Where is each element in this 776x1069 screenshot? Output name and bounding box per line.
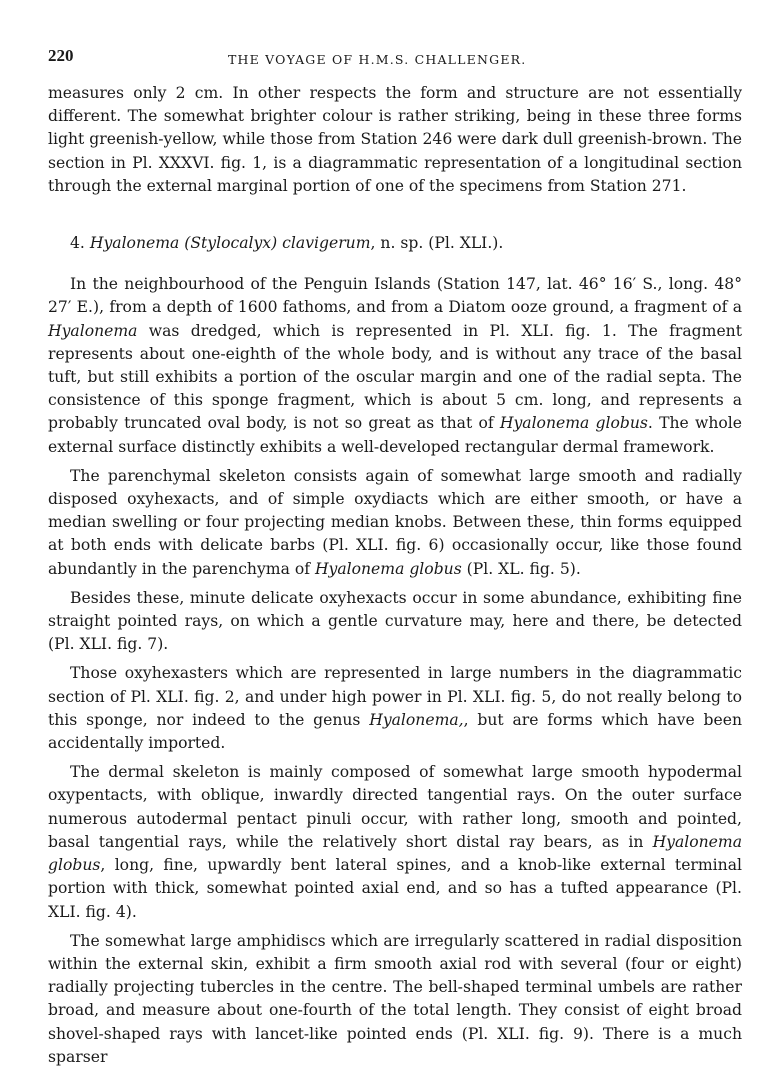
section-title: [48, 232, 742, 255]
paragraph-continuation: [48, 82, 742, 198]
paragraph-text: (Pl. XL. fig. 5).: [461, 559, 581, 578]
paragraph-6: [48, 930, 742, 1069]
paragraph-1: [48, 273, 742, 459]
paragraph-4: [48, 662, 742, 755]
paragraph-text: The parenchymal skeleton consists again of somewhat large smooth and radially disposed oxyhexacts, and of simple oxydiacts which are either smooth, or have a median swelling or four projecting median knobs. Between these, thin forms equipped at both ends with delicate barbs (Pl. XLI. fig. 6) occasionally occur, like those found abundantly in the parenchyma of: [48, 466, 742, 578]
paragraph-2: [48, 465, 742, 581]
paragraph-text: Those oxyhexasters which are represented in large numbers in the diagrammatic section of Pl. XLI. fig. 2, and under high power in Pl. XLI. fig. 5, do not really belong to this sponge, nor indeed to the genus: [48, 664, 742, 729]
paragraph-text: In the neighbourhood of the Penguin Islands (Station 147, lat. 46° 16′ S., long. 48° 27′ E.), from a depth of 1600 fathoms, and from a Diatom ooze ground, a fragment of a: [48, 275, 742, 317]
page-header: [48, 40, 742, 70]
page-body: [48, 82, 742, 1069]
paragraph-text: measures only 2 cm. In other respects the form and structure are not essentially different. The somewhat brighter colour is rather striking, being in these three forms light greenish-yellow, while those from Station 246 were dark dull greenish-brown. The section in Pl. XXXVI. fig. 1, is a diagrammatic representation of a longitudinal section through the external marginal portion of one of the specimens from Station 271.: [48, 84, 742, 195]
section-number: 4.: [70, 234, 85, 253]
paragraph-3: [48, 587, 742, 657]
paragraph-5: [48, 761, 742, 923]
italic-term: Hyalonema globus: [499, 414, 648, 433]
paragraph-text: was dredged, which is represented in Pl. XLI. fig. 1. The fragment represents about one-eighth of the whole body, and is without any trace of the basal tuft, but still exhibits a portion of the oscular margin and one of the radial septa. The consistence of this sponge fragment, which is about 5 cm. long, and represents a probably truncated oval body, is not so great as that of: [48, 321, 742, 433]
paragraph-text: The dermal skeleton is mainly composed of somewhat large smooth hypodermal oxypentacts, with oblique, inwardly directed tangential rays. On the outer surface numerous autodermal pentact pinuli occur, with rather long, smooth and pointed, basal tangential rays, while the relatively short distal ray bears, as in: [48, 763, 742, 851]
section-subgenus: (Stylocalyx): [184, 234, 278, 253]
italic-term: Hyalonema,: [369, 710, 464, 729]
italic-term: Hyalonema: [48, 321, 138, 340]
section-rest: , n. sp. (Pl. XLI.).: [370, 234, 504, 253]
paragraph-text: , long, fine, upwardly bent lateral spines, and a knob-like external terminal portion with thick, somewhat pointed axial end, and so has a tufted appearance (Pl. XLI. fig. 4).: [48, 856, 742, 921]
italic-term: Hyalonema globus: [314, 559, 462, 578]
running-title: THE VOYAGE OF H.M.S. CHALLENGER.: [228, 52, 527, 67]
paragraph-text: Besides these, minute delicate oxyhexacts occur in some abundance, exhibiting fine straight pointed rays, on which a gentle curvature may, here and there, be detected (Pl. XLI. fig. 7).: [48, 588, 742, 654]
paragraph-text: , but are forms which have been accidentally imported.: [48, 710, 742, 753]
paragraph-text: . The whole external surface distinctly exhibits a well-developed rectangular dermal framework.: [48, 414, 742, 456]
section-genus: Hyalonema: [89, 234, 180, 253]
page-number: 220: [48, 46, 74, 65]
italic-term: Hyalonema globus: [48, 832, 742, 875]
paragraph-text: The somewhat large amphidiscs which are irregularly scattered in radial disposition within the external skin, exhibit a firm smooth axial rod with several (four or eight) radially projecting tubercles in the centre. The bell-shaped terminal umbels are rather broad, and measure about one-fourth of the total length. They consist of eight broad shovel-shaped rays with lancet-like pointed ends (Pl. XLI. fig. 9). There is a much sparser: [48, 931, 742, 1066]
section-species: clavigerum: [282, 234, 371, 253]
